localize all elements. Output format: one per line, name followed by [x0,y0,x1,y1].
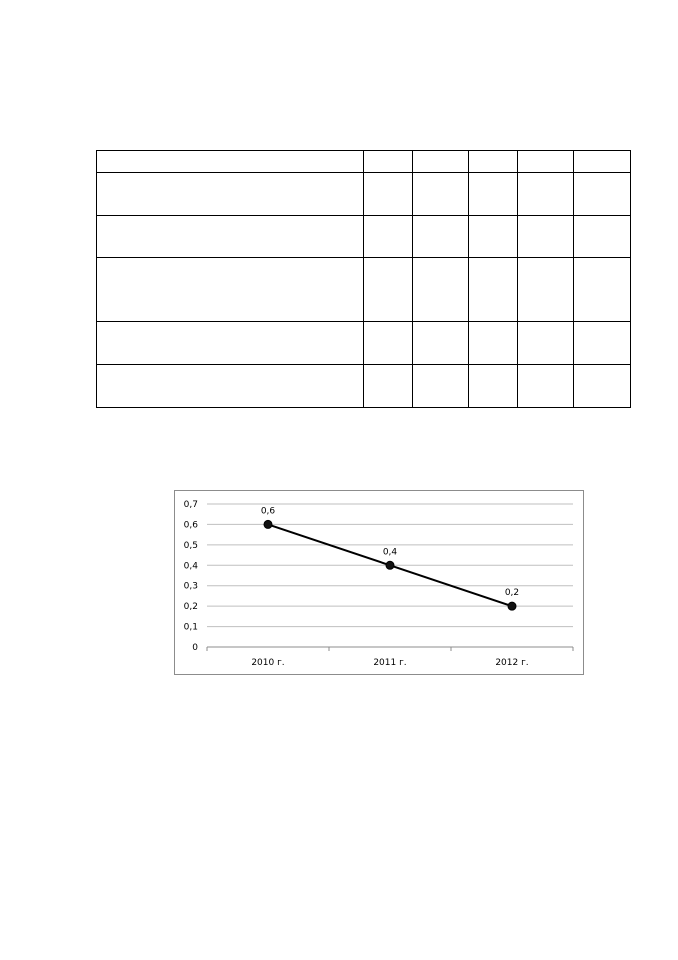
y-tick-label: 0,3 [183,581,198,592]
table-cell [518,322,574,365]
table-cell [413,216,469,258]
table-cell [364,151,413,173]
y-tick-label: 0,2 [183,602,198,613]
table-cell [97,322,364,365]
data-label: 0,4 [382,547,398,558]
table-cell [469,322,518,365]
data-label: 0,2 [504,588,520,599]
table-cell [413,173,469,216]
table-cell [97,258,364,322]
line-chart [174,490,584,675]
table-cell [413,151,469,173]
table-cell [518,173,574,216]
table-cell [469,151,518,173]
table-cell [469,258,518,322]
table-cell [413,258,469,322]
table-cell [413,322,469,365]
data-point [264,520,272,528]
x-tick-label: 2011 г. [373,658,407,668]
line-chart-svg [175,491,583,674]
table-row [97,258,631,322]
table-cell [97,365,364,408]
table-cell [518,151,574,173]
table-cell [574,151,631,173]
table-cell [518,258,574,322]
data-point [386,561,394,569]
table-cell [574,173,631,216]
data-label: 0,6 [260,506,276,517]
table-cell [364,173,413,216]
y-tick-label: 0,6 [183,520,198,531]
table-cell [97,216,364,258]
table-cell [574,322,631,365]
table-cell [364,216,413,258]
table-cell [364,322,413,365]
table-cell [97,151,364,173]
table-cell [518,216,574,258]
table-row [97,151,631,173]
table-cell [518,365,574,408]
y-tick-label: 0 [192,643,198,653]
data-point [508,602,516,610]
y-tick-label: 0,5 [183,540,198,551]
table-row [97,365,631,408]
table-cell [574,258,631,322]
table-cell [469,173,518,216]
y-tick-label: 0,4 [183,561,198,572]
table-cell [574,216,631,258]
y-tick-label: 0,7 [183,500,198,510]
table-cell [413,365,469,408]
table-row [97,322,631,365]
table-cell [574,365,631,408]
table-cell [469,216,518,258]
table-row [97,216,631,258]
table-row [97,173,631,216]
x-tick-label: 2012 г. [495,658,529,668]
data-table [96,150,631,408]
table-cell [469,365,518,408]
table-cell [364,258,413,322]
y-tick-label: 0,1 [183,622,198,633]
table-cell [364,365,413,408]
table-cell [97,173,364,216]
x-tick-label: 2010 г. [251,658,285,668]
